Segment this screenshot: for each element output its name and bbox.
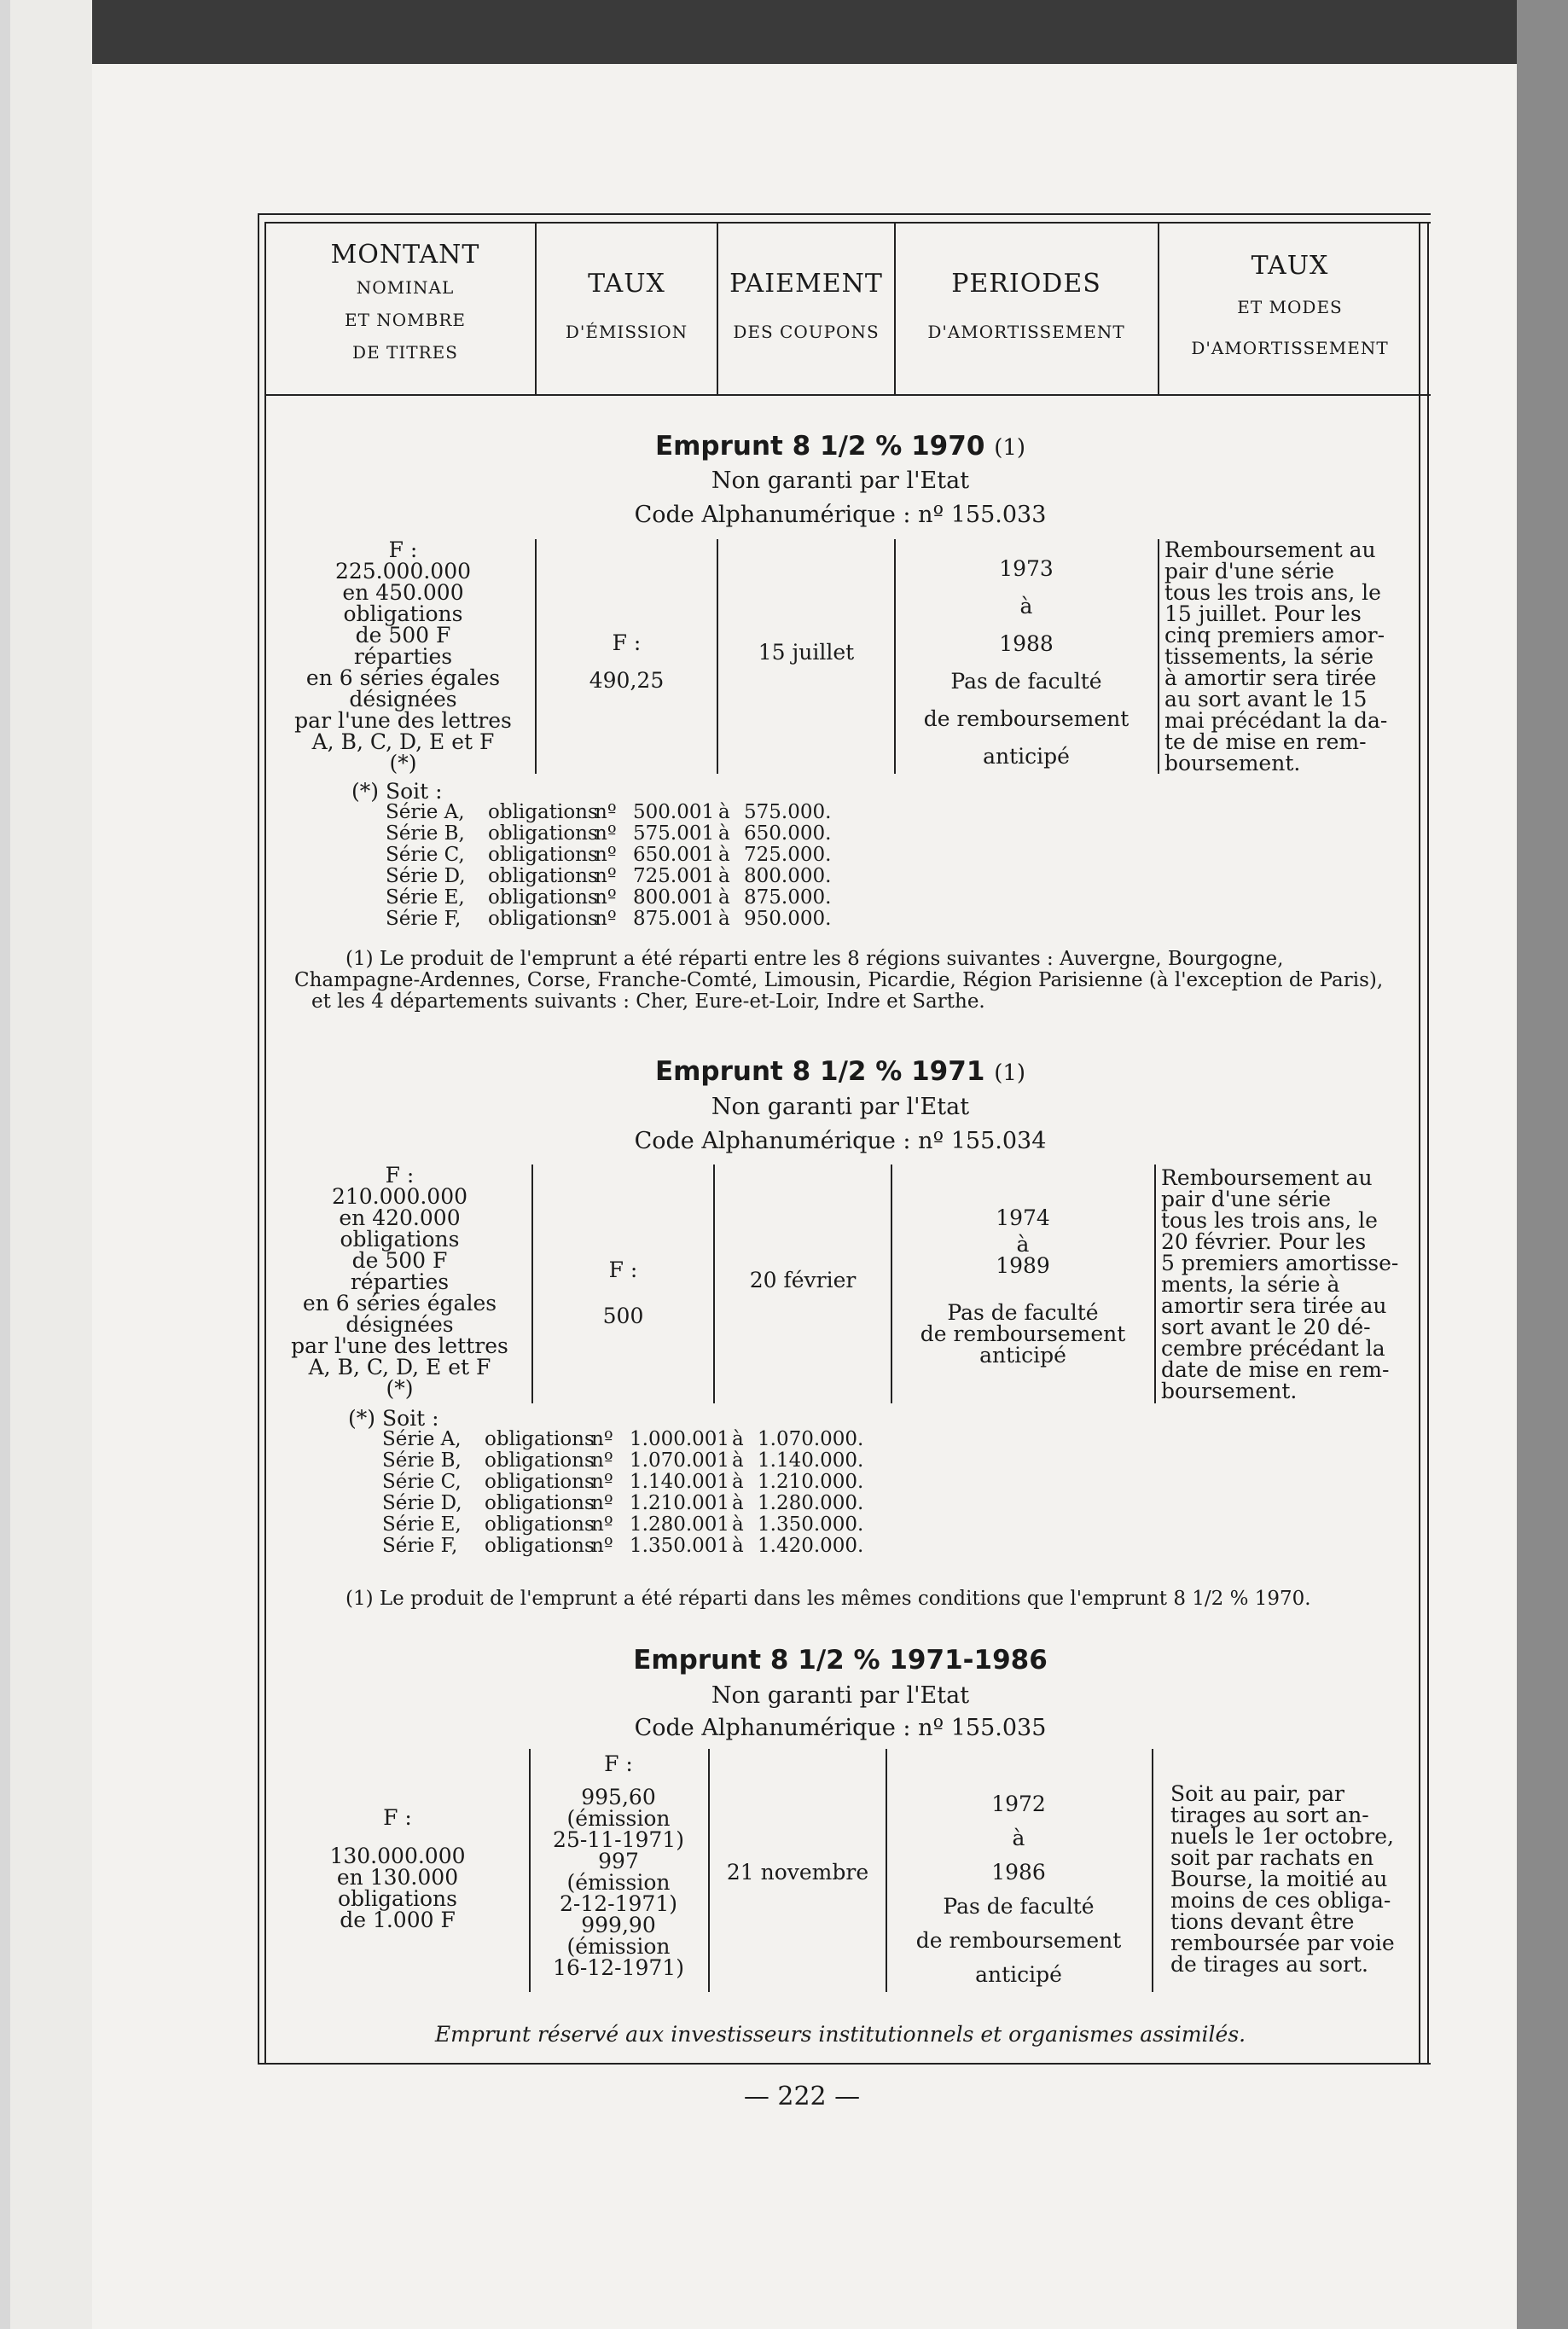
table-right-border <box>1419 222 1420 2065</box>
loan2-divider-2 <box>713 1164 715 1403</box>
loan3-guarantee: Non garanti par l'Etat <box>711 1682 970 1709</box>
list-item: Série B, obligationsnº 1.070.001 à 1.140.000. <box>382 1449 864 1472</box>
loan2-coupon: 20 février <box>749 1268 857 1292</box>
header-montant: MONTANT NOMINAL ET NOMBRE DE TITRES <box>330 240 480 363</box>
table-top-border-inner <box>264 222 1431 224</box>
loan1-series-list <box>386 802 831 930</box>
loan3-divider-2 <box>708 1749 710 1992</box>
header-periodes: PERIODES D'AMORTISSEMENT <box>927 269 1125 342</box>
loan2-title: Emprunt 8 1/2 % 1971 (1) <box>654 1056 1026 1087</box>
page-edge-shadow <box>1517 0 1568 2329</box>
loan1-rate: F : 490,25 <box>589 630 665 693</box>
loan3-divider-3 <box>886 1749 887 1992</box>
list-item: Série D, obligationsnº 1.210.001 à 1.280.000. <box>382 1492 864 1514</box>
header-divider-4 <box>1158 224 1159 394</box>
loan1-series-label: (*) Soit : <box>351 779 443 804</box>
loan1-code: Code Alphanumérique : nº 155.033 <box>634 502 1047 528</box>
loan2-period: 1974 à 1989 Pas de faculté de remboursement anticipé <box>920 1205 1126 1368</box>
loan1-title: Emprunt 8 1/2 % 1970 (1) <box>654 431 1026 462</box>
loan1-period: 1973 à 1988 Pas de faculté de remboursement anticipé <box>923 556 1130 769</box>
table-left-border-inner <box>264 222 266 2065</box>
loan2-divider-1 <box>531 1164 533 1403</box>
loan2-amount: F : 210.000.000 en 420.000 obligations de 500 F réparties en 6 séries égales désignées par l'une des lettres A, B, C, D, E et F (*) <box>291 1163 508 1401</box>
header-taux-emission: TAUX D'ÉMISSION <box>565 269 688 342</box>
list-item: Série F, obligationsnº 875.001 à 950.000. <box>386 908 832 930</box>
loan3-divider-4 <box>1152 1749 1153 1992</box>
list-item: Série E, obligationsnº 1.280.001 à 1.350.000. <box>382 1513 864 1536</box>
loan1-divider-4 <box>1158 539 1159 774</box>
loan3-period: 1972 à 1986 Pas de faculté de remboursement anticipé <box>915 1792 1122 1987</box>
loan2-footnote: (1) Le produit de l'emprunt a été réparti dans les mêmes conditions que l'emprunt 8 1/2 % 1970. <box>346 1588 1311 1610</box>
loan1-divider-1 <box>535 539 537 774</box>
list-item: Série A, obligationsnº 500.001 à 575.000. <box>386 801 832 823</box>
table-top-border <box>258 213 1431 215</box>
loan3-amount: F : 130.000.000 en 130.000 obligations de 1.000 F <box>329 1805 466 1932</box>
loan2-guarantee: Non garanti par l'Etat <box>711 1094 970 1120</box>
table-right-border-outer <box>1427 222 1429 2065</box>
table-left-border <box>258 213 259 2065</box>
loan3-coupon: 21 novembre <box>726 1860 869 1885</box>
page-number: — 222 — <box>743 2082 861 2111</box>
loan3-mode: Soit au pair, par tirages au sort an- nuels le 1er octobre, soit par rachats en Bourse, la moitié au moins de ces obliga- tions devant être remboursée par voie de tirages au sort. <box>1170 1781 1395 1977</box>
header-taux-modes: TAUX ET MODES D'AMORTISSEMENT <box>1191 251 1389 358</box>
loan1-footnote: (1) Le produit de l'emprunt a été réparti entre les 8 régions suivantes : Auvergne, Bourgogne, Champagne-Ardennes, Corse, Franche-Comté, Limousin, Picardie, Région Parisienne (à l'exception de Paris), et les 4 départements suivants : Cher, Eure-et-Loir, Indre et Sarthe. <box>294 948 1384 1013</box>
loan2-divider-4 <box>1154 1164 1156 1403</box>
loan3-divider-1 <box>529 1749 531 1992</box>
loan2-series-label: (*) Soit : <box>348 1406 439 1431</box>
footer-note: Emprunt réservé aux investisseurs institutionnels et organismes assimilés. <box>434 2022 1246 2047</box>
header-divider-1 <box>535 224 537 394</box>
binding-edge <box>0 0 10 2329</box>
loan2-code: Code Alphanumérique : nº 155.034 <box>634 1128 1047 1154</box>
loan2-divider-3 <box>891 1164 892 1403</box>
list-item: Série A, obligationsnº 1.000.001 à 1.070.000. <box>382 1428 864 1450</box>
table-bottom-border <box>258 2063 1431 2065</box>
header-paiement: PAIEMENT DES COUPONS <box>729 269 883 342</box>
loan2-mode: Remboursement au pair d'une série tous les trois ans, le 20 février. Pour les 5 premiers amortisse- ments, la série à amortir sera tirée au sort avant le 20 dé- cembre précédant la date de mise en rem- boursement. <box>1161 1165 1399 1403</box>
header-divider-2 <box>717 224 718 394</box>
loan1-amount: F : 225.000.000 en 450.000 obligations de 500 F réparties en 6 séries égales désignées par l'une des lettres A, B, C, D, E et F (*) <box>294 537 512 775</box>
header-bottom-border <box>264 394 1431 396</box>
loan2-rate: F : 500 <box>602 1257 644 1328</box>
list-item: Série D, obligationsnº 725.001 à 800.000. <box>386 865 832 887</box>
list-item: Série E, obligationsnº 800.001 à 875.000. <box>386 886 832 909</box>
header-divider-3 <box>894 224 896 394</box>
loan1-divider-2 <box>717 539 718 774</box>
list-item: Série F, obligationsnº 1.350.001 à 1.420.000. <box>382 1535 864 1557</box>
loan3-code: Code Alphanumérique : nº 155.035 <box>634 1715 1047 1741</box>
loan2-series-list <box>382 1429 863 1557</box>
loan3-rate: F : 995,60 (émission 25-11-1971) 997 (émission 2-12-1971) 999,90 (émission 16-12-1971) <box>553 1751 684 1980</box>
loan1-mode: Remboursement au pair d'une série tous les trois ans, le 15 juillet. Pour les cinq premiers amor- tissements, la série à amortir sera tirée au sort avant le 15 mai précédant la da- te de mise en rem- boursement. <box>1164 537 1388 775</box>
loan1-guarantee: Non garanti par l'Etat <box>711 468 970 494</box>
list-item: Série B, obligationsnº 575.001 à 650.000. <box>386 822 832 845</box>
loan1-divider-3 <box>894 539 896 774</box>
list-item: Série C, obligationsnº 1.140.001 à 1.210.000. <box>382 1471 864 1493</box>
list-item: Série C, obligationsnº 650.001 à 725.000. <box>386 844 832 866</box>
loan3-title: Emprunt 8 1/2 % 1971-1986 <box>633 1645 1048 1676</box>
binding-margin <box>10 0 92 2329</box>
loan1-coupon: 15 juillet <box>758 640 855 665</box>
